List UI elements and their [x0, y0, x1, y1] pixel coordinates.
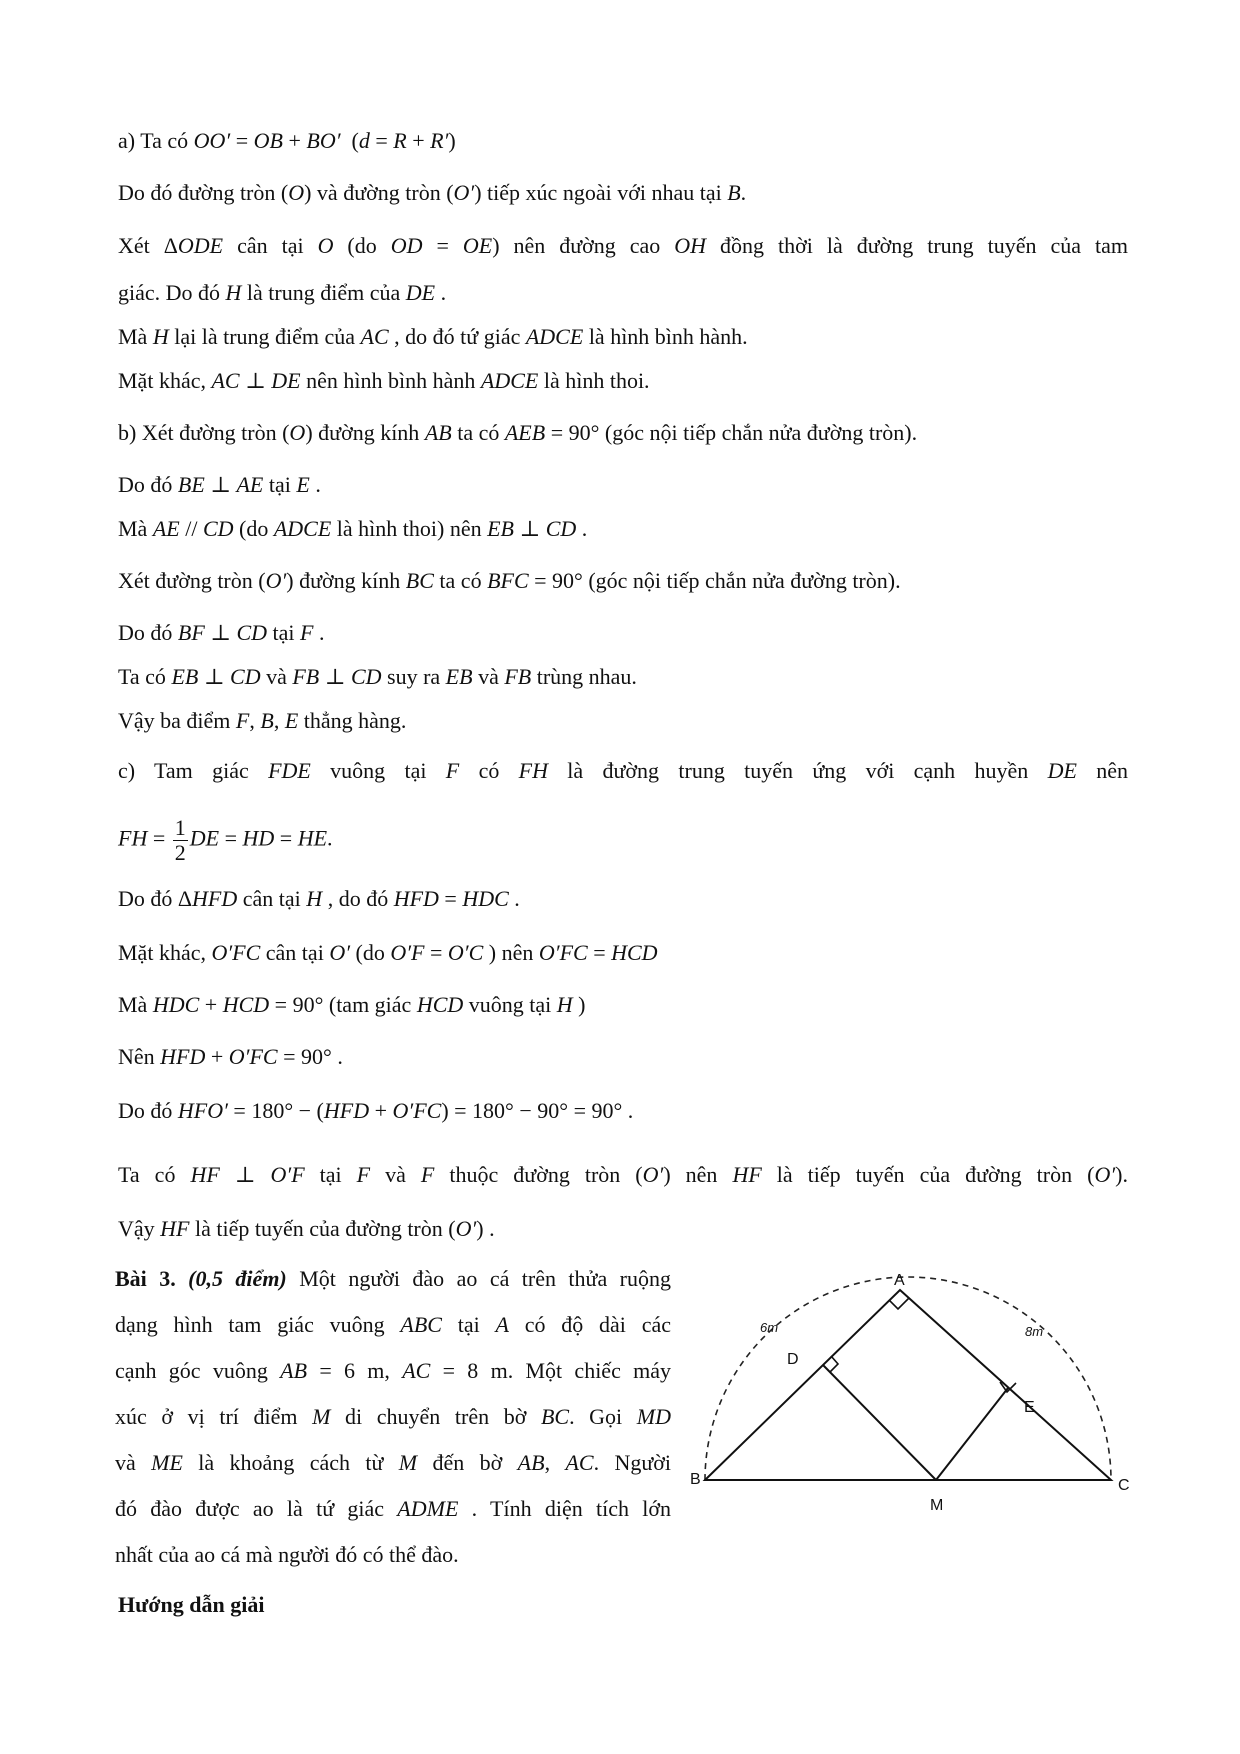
label-e: E — [1024, 1399, 1035, 1416]
exercise-3-line-3: cạnh góc vuông AB = 6 m, AC = 8 m. Một chiếc máy — [115, 1358, 671, 1383]
exercise-3-line-7: nhất của ao cá mà người đó có thể đào. — [115, 1542, 459, 1567]
line-part-c: c) Tam giác FDE vuông tại F có FH là đường trung tuyến ứng với cạnh huyền DE nên — [118, 758, 1128, 783]
line-hfd-ofc: Nên HFD + O′FC = 90° . — [118, 1044, 343, 1069]
line-hdc-hcd: Mà HDC + HCD = 90° (tam giác HCD vuông tại H ) — [118, 992, 586, 1017]
right-angle-a — [889, 1298, 909, 1309]
line-fh-formula: FH = $\frac{1}{2}$ DE = HD = HE. — [118, 815, 333, 865]
line-midpoint-de: giác. Do đó H là trung điểm của DE . — [118, 280, 447, 305]
label-8m: 8m — [1025, 1324, 1044, 1339]
line-tangent-proof: Ta có HF ⊥ O′F tại F và F thuộc đường tròn (O′) nên HF là tiếp tuyến của đường tròn (O′). — [118, 1162, 1128, 1187]
solution-heading: Hướng dẫn giải — [118, 1592, 265, 1617]
line-conclusion: Vậy HF là tiếp tuyến của đường tròn (O′) . — [118, 1216, 495, 1241]
line-parallelogram: Mà H lại là trung điểm của AC , do đó tứ giác ADCE là hình bình hành. — [118, 324, 748, 349]
line-rhombus: Mặt khác, AC ⊥ DE nên hình bình hành ADCE là hình thoi. — [118, 368, 650, 393]
line-circle-o-prime: Xét đường tròn (O′) đường kính BC ta có BFC = 90° (góc nội tiếp chắn nửa đường tròn). — [118, 568, 901, 593]
exercise-3-line-6: đó đào được ao là tứ giác ADME . Tính diện tích lớn — [115, 1496, 672, 1521]
line-bf-perp-cd: Do đó BF ⊥ CD tại F . — [118, 620, 325, 645]
exercise-3-line-2: dạng hình tam giác vuông ABC tại A có độ dài các — [115, 1312, 671, 1337]
dashed-arc — [705, 1277, 1111, 1480]
segment-md — [823, 1365, 936, 1480]
line-hfd-isosceles: Do đó ΔHFD cân tại H , do đó HFD = HDC . — [118, 886, 520, 911]
segment-me — [936, 1388, 1008, 1480]
label-6m: 6m — [760, 1320, 779, 1335]
exercise-3-line-1: Bài 3. (0,5 điểm) Một người đào ao cá trên thửa ruộng — [115, 1266, 671, 1291]
line-collinear: Vậy ba điểm F, B, E thẳng hàng. — [118, 708, 407, 733]
label-b: B — [690, 1471, 701, 1488]
label-a: A — [894, 1272, 905, 1289]
label-m: M — [930, 1497, 944, 1514]
exercise-3-line-5: và ME là khoảng cách từ M đến bờ AB, AC. Người — [115, 1450, 672, 1475]
line-part-a: a) Ta có OO′ = OB + BO′ (d = R + R′) — [118, 128, 456, 153]
line-hfo-angle: Do đó HFO′ = 180° − (HFD + O′FC) = 180° − 90° = 90° . — [118, 1098, 634, 1123]
exercise-3-line-4: xúc ở vị trí điểm M di chuyển trên bờ BC. Gọi MD — [115, 1404, 671, 1429]
line-triangle-ode: Xét ΔODE cân tại O (do OD = OE) nên đường cao OH đồng thời là đường trung tuyến của tam — [118, 233, 1128, 258]
line-part-b: b) Xét đường tròn (O) đường kính AB ta có AEB = 90° (góc nội tiếp chắn nửa đường tròn). — [118, 420, 918, 445]
line-eb-perp-cd: Mà AE // CD (do ADCE là hình thoi) nên EB ⊥ CD . — [118, 516, 588, 541]
label-d: D — [787, 1351, 799, 1368]
right-triangle-figure — [690, 1270, 1160, 1550]
line-eb-fb-coincide: Ta có EB ⊥ CD và FB ⊥ CD suy ra EB và FB trùng nhau. — [118, 664, 637, 689]
line-ofc-isosceles: Mặt khác, O′FC cân tại O′ (do O′F = O′C ) nên O′FC = HCD — [118, 940, 658, 965]
line-tangent-circles: Do đó đường tròn (O) và đường tròn (O′) tiếp xúc ngoài với nhau tại B. — [118, 180, 747, 205]
line-be-perp-ae: Do đó BE ⊥ AE tại E . — [118, 472, 321, 497]
label-c: C — [1118, 1477, 1130, 1494]
